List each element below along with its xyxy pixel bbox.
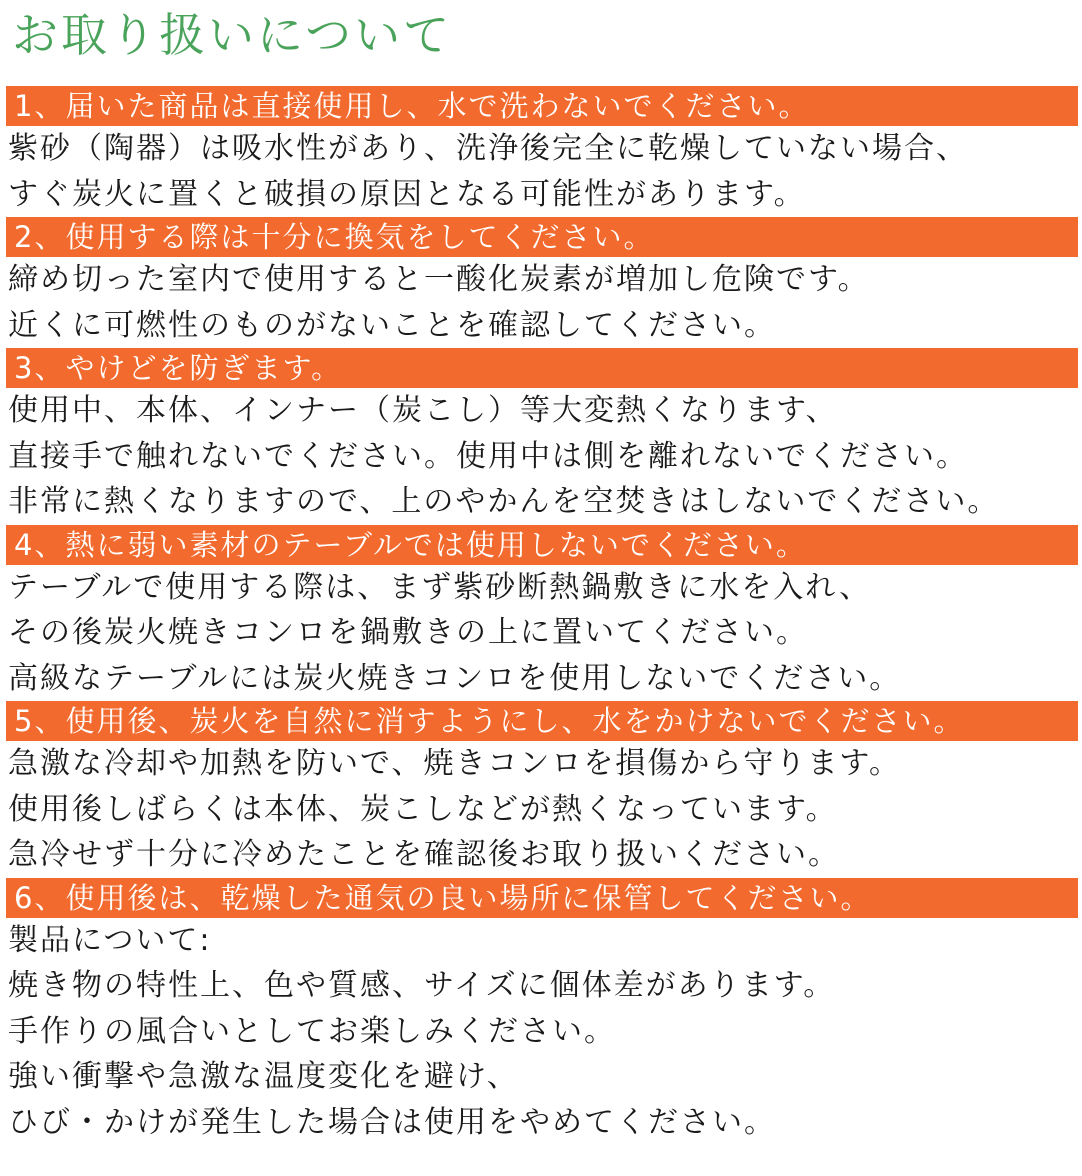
body-line: 近くに可燃性のものがないことを確認してください。: [8, 307, 776, 343]
section-6: [0, 878, 1082, 1146]
body-line: テーブルで使用する際は、まず紫砂断熱鍋敷きに水を入れ、: [8, 569, 872, 605]
body-line: 非常に熱くなりますので、上のやかんを空焚きはしないでください。: [8, 484, 1000, 519]
body-line: 急激な冷却や加熱を防いで、焼きコンロを損傷から守ります。: [8, 746, 901, 781]
body-line: 急冷せず十分に冷めたことを確認後お取り扱いください。: [8, 837, 840, 872]
body-line: 紫砂（陶器）は吸水性があり、洗浄後完全に乾燥していない場合、: [8, 131, 968, 166]
body-line: 使用後しばらくは本体、炭こしなどが熱くなっています。: [8, 791, 838, 827]
section-heading: 6、使用後は、乾燥した通気の良い場所に保管してください。: [6, 878, 1078, 918]
page-title: お取り扱いについて: [12, 8, 453, 62]
body-line: 使用中、本体、インナー（炭こし）等大変熱くなります、: [8, 393, 838, 428]
section-heading: 5、使用後、炭火を自然に消すようにし、水をかけないでください。: [6, 701, 1078, 741]
body-line: ひび・かけが発生した場合は使用をやめてください。: [8, 1104, 776, 1140]
section-heading: 3、やけどを防ぎます。: [6, 348, 1078, 388]
body-line: 焼き物の特性上、色や質感、サイズに個体差があります。: [8, 968, 836, 1003]
instructions-content: [0, 86, 1082, 1145]
body-line: 手作りの風合いとしてお楽しみください。: [8, 1013, 616, 1049]
section-heading: 2、使用する際は十分に換気をしてください。: [6, 217, 1078, 257]
section-heading: 1、届いた商品は直接使用し、水で洗わないでください。: [6, 86, 1078, 126]
body-line: 直接手で触れないでください。使用中は側を離れないでください。: [8, 438, 968, 474]
section-heading: 4、熱に弱い素材のテーブルでは使用しないでください。: [6, 525, 1078, 565]
body-line: 製品について:: [8, 922, 212, 958]
section-1: [0, 86, 1082, 217]
body-line: すぐ炭火に置くと破損の原因となる可能性があります。: [8, 176, 806, 212]
body-line: 高級なテーブルには炭火焼きコンロを使用しないでください。: [8, 660, 902, 696]
body-line: その後炭火焼きコンロを鍋敷きの上に置いてください。: [8, 615, 808, 650]
section-2: [0, 217, 1082, 348]
body-line: 締め切った室内で使用すると一酸化炭素が増加し危険です。: [8, 262, 870, 297]
section-5: [0, 701, 1082, 878]
section-4: [0, 525, 1082, 702]
body-line: 強い衝撃や急激な温度変化を避け、: [8, 1059, 519, 1094]
section-3: [0, 348, 1082, 525]
